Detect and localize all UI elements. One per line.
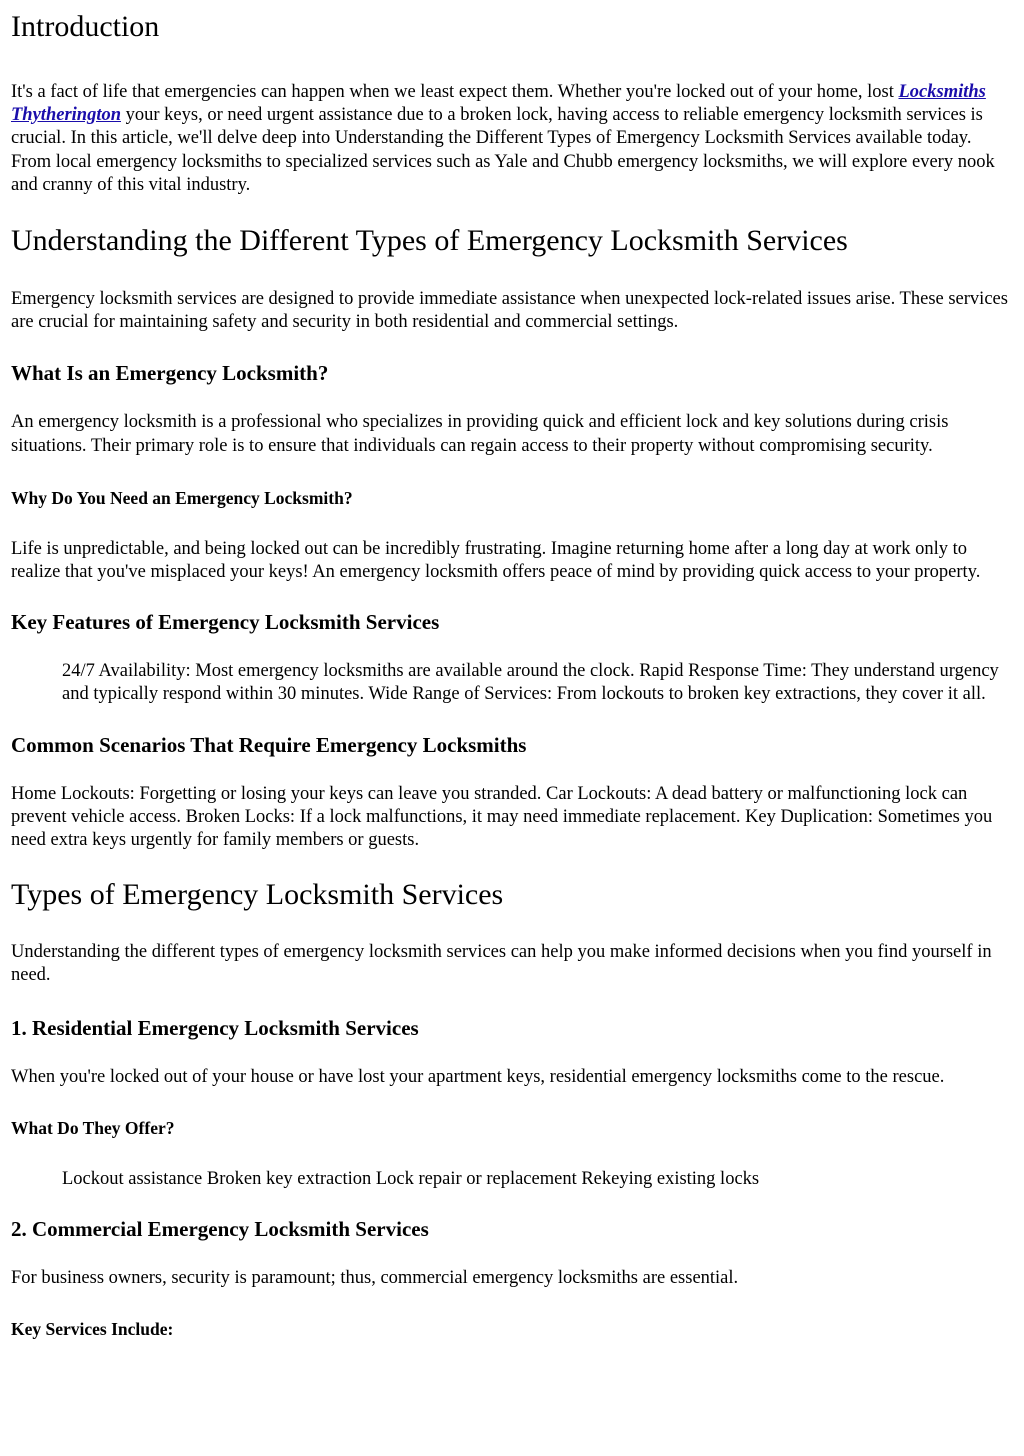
commercial-paragraph: For business owners, security is paramount; thus, commercial emergency locksmiths are essential. <box>11 1268 739 1289</box>
residential-paragraph: When you're locked out of your house or have lost your apartment keys, residential emergency locksmiths come to the rescue. <box>11 1066 945 1087</box>
common-scenarios-heading: Common Scenarios That Require Emergency Locksmiths <box>11 732 527 757</box>
residential-heading: 1. Residential Emergency Locksmith Services <box>11 1015 419 1040</box>
what-offer-heading: What Do They Offer? <box>11 1117 175 1138</box>
article <box>0 10 1024 1340</box>
what-is-paragraph: An emergency locksmith is a professional who specializes in providing quick and efficient lock and key solutions during crisis situations. Their primary role is to ensure that individuals can regain access to their property without compromising security. <box>11 412 949 456</box>
types-paragraph: Understanding the different types of emergency locksmith services can help you make informed decisions when you find yourself in need. <box>11 942 992 986</box>
understanding-heading: Understanding the Different Types of Emergency Locksmith Services <box>11 224 848 258</box>
why-need-paragraph: Life is unpredictable, and being locked out can be incredibly frustrating. Imagine returning home after a long day at work only to realize that you've misplaced your keys! An emergency locksmith offers peace of mind by providing quick access to your property. <box>11 538 981 583</box>
why-need-heading: Why Do You Need an Emergency Locksmith? <box>11 487 353 508</box>
intro-text-after-link: your keys, or need urgent assistance due to a broken lock, having access to reliable emergency locksmith services is crucial. In this article, we'll delve deep into Understanding the Different Types of Emergency Locksmith Services available today. From local emergency locksmiths to specialized services such as Yale and Chubb emergency locksmiths, we will explore every nook and cranny of this vital industry. <box>11 105 995 195</box>
common-scenarios-paragraph: Home Lockouts: Forgetting or losing your keys can leave you stranded. Car Lockouts: A dead battery or malfunctioning lock can prevent vehicle access. Broken Locks: If a lock malfunctions, it may need immediate replacement. Key Duplication: Sometimes you need extra keys urgently for family members or guests. <box>11 783 993 851</box>
locksmiths-thytherington-link[interactable]: Locksmiths Thytherington <box>11 82 986 126</box>
understanding-paragraph: Emergency locksmith services are designed to provide immediate assistance when unexpected lock-related issues arise. These services are crucial for maintaining safety and security in both residential and commercial settings. <box>11 289 1008 333</box>
key-features-list: 24/7 Availability: Most emergency locksmiths are available around the clock. Rapid Response Time: They understand urgency and typically respond within 30 minutes. Wide Range of Services: From lockouts to broken key extractions, they cover it all. <box>62 661 999 705</box>
commercial-heading: 2. Commercial Emergency Locksmith Services <box>11 1217 429 1242</box>
intro-paragraph <box>11 81 1013 197</box>
key-services-heading: Key Services Include: <box>11 1319 174 1340</box>
what-offer-list: Lockout assistance Broken key extraction Lock repair or replacement Rekeying existing locks <box>62 1168 760 1189</box>
types-heading: Types of Emergency Locksmith Services <box>11 878 504 912</box>
what-is-heading: What Is an Emergency Locksmith? <box>11 361 329 386</box>
intro-heading: Introduction <box>11 10 160 43</box>
key-features-heading: Key Features of Emergency Locksmith Services <box>11 610 440 635</box>
intro-text-before-link: It's a fact of life that emergencies can happen when we least expect them. Whether you're locked out of your home, lost <box>11 82 899 102</box>
